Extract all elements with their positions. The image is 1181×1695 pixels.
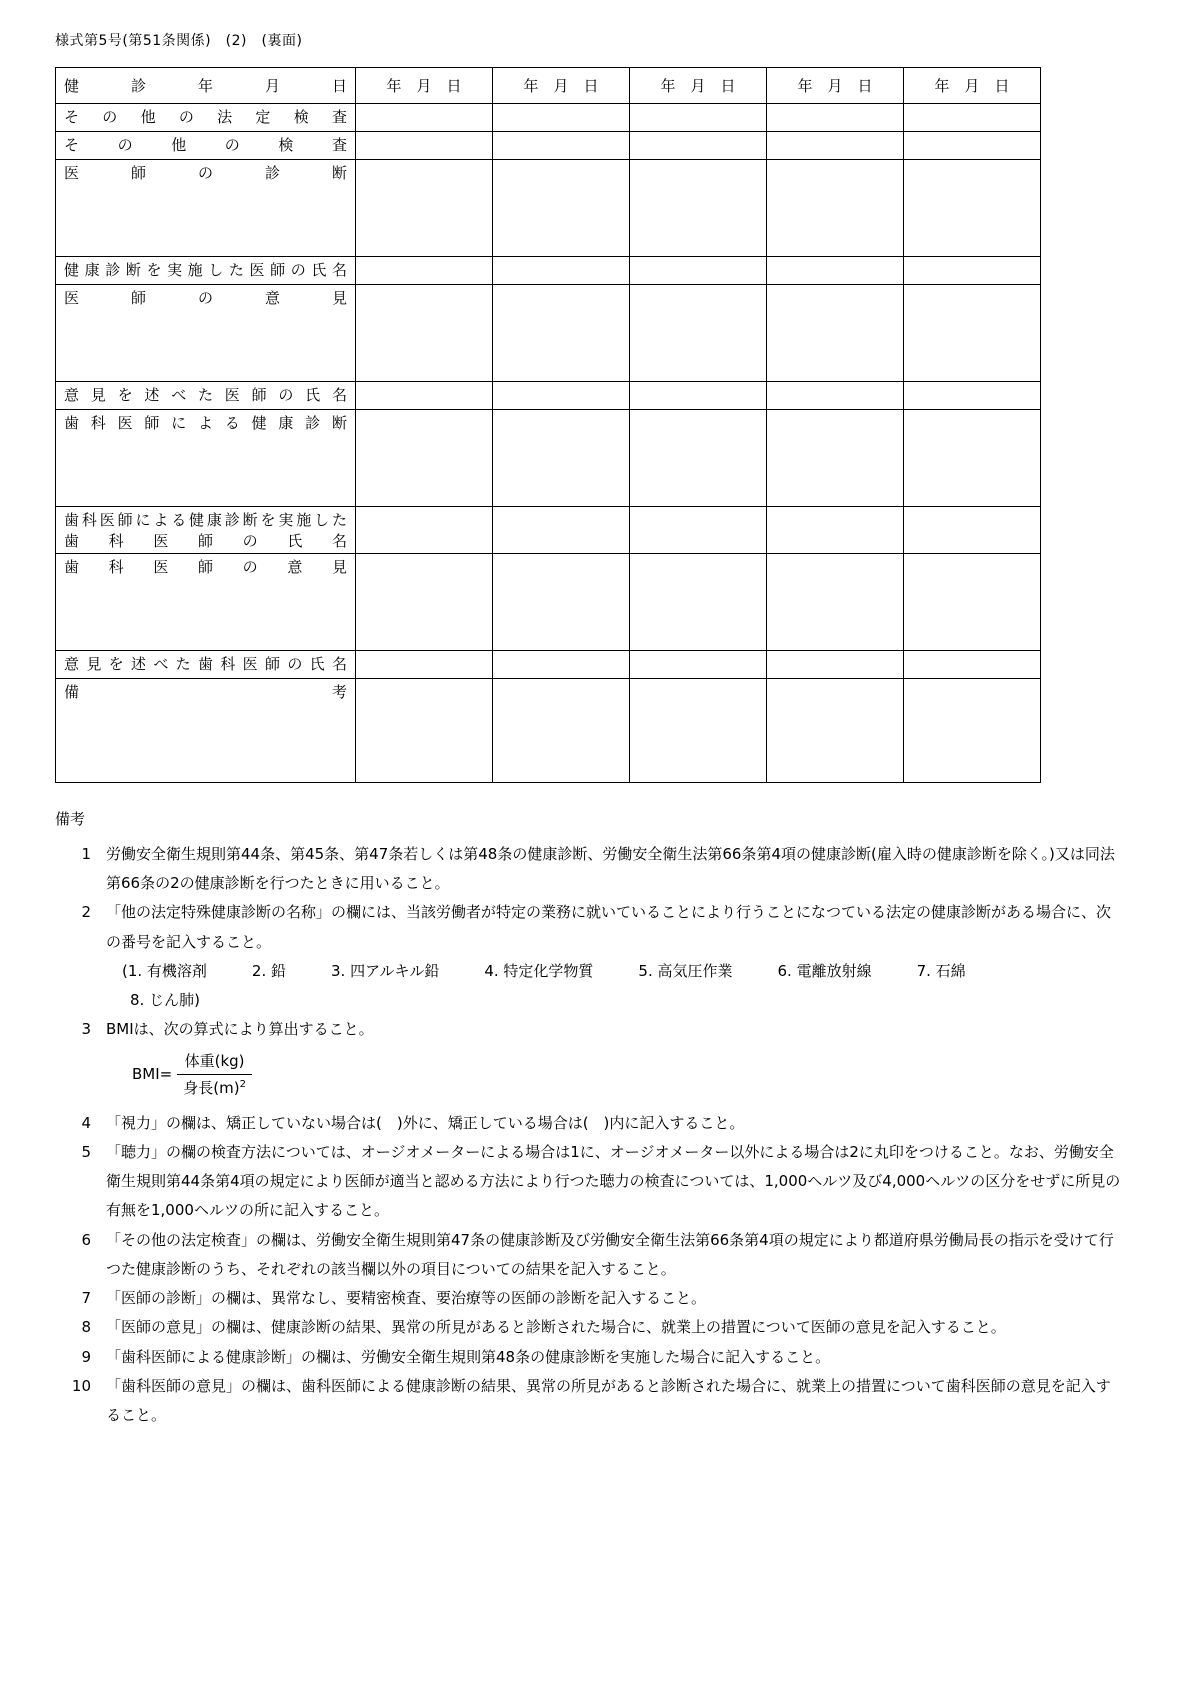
row-label: 備考 <box>64 683 347 702</box>
denominator-exponent: 2 <box>239 1079 246 1091</box>
date-header: 年 月 日 <box>523 77 599 95</box>
other-legal-tests-row <box>56 104 1041 132</box>
date-header-cell <box>767 68 904 104</box>
note-item <box>67 1015 1122 1108</box>
date-header: 年 月 日 <box>934 77 1010 95</box>
entry-cell <box>767 132 904 160</box>
physician-opinion-row <box>56 285 1041 382</box>
entry-cell <box>356 132 493 160</box>
formula-lhs: BMI= <box>132 1065 173 1084</box>
date-header-cell <box>630 68 767 104</box>
entry-cell <box>767 410 904 507</box>
note-item <box>67 898 1122 1015</box>
note-text: 「医師の意見」の欄は、健康診断の結果、異常の所見があると診断された場合に、就業上の措置について医師の意見を記入すること。 <box>106 1318 1006 1337</box>
row-label-cell <box>56 160 356 257</box>
entry-cell <box>630 679 767 783</box>
entry-cell <box>493 651 630 679</box>
entry-cell <box>493 132 630 160</box>
entry-cell <box>904 160 1041 257</box>
exam-date-label-cell <box>56 68 356 104</box>
entry-cell <box>630 554 767 651</box>
entry-cell <box>356 507 493 554</box>
row-label-cell <box>56 410 356 507</box>
note-item <box>67 1372 1122 1431</box>
notes-row <box>56 679 1041 783</box>
note-text: 「聴力」の欄の検査方法については、オージオメーターによる場合は1に、オージオメーター以外による場合は2に丸印をつけること。なお、労働安全衛生規則第44条第4項の規定により医師が適当と認める方法により行つた聴力の検査については、1,000ヘルツ及び4,000ヘルツの区分をせずに所見の有無を1,000ヘルツの所に記入すること。 <box>106 1142 1121 1220</box>
entry-cell <box>767 257 904 285</box>
note-item <box>67 1284 1122 1313</box>
note-text: 「歯科医師の意見」の欄は、歯科医師による健康診断の結果、異常の所見があると診断された場合に、就業上の措置について歯科医師の意見を記入すること。 <box>106 1376 1111 1425</box>
row-label-cell <box>56 257 356 285</box>
other-tests-row <box>56 132 1041 160</box>
row-label-cell <box>56 651 356 679</box>
row-label: 医師の診断 <box>64 164 347 182</box>
note-text: 「歯科医師による健康診断」の欄は、労働安全衛生規則第48条の健康診断を実施した場合に記入すること。 <box>106 1347 831 1366</box>
note-item <box>67 1313 1122 1342</box>
physician-diagnosis-row <box>56 160 1041 257</box>
note-item <box>67 1226 1122 1285</box>
row-label: 意見を述べた医師の氏名 <box>64 386 347 404</box>
entry-cell <box>356 410 493 507</box>
row-label-line2: 歯科医師の氏名 <box>64 531 347 550</box>
entry-cell <box>904 679 1041 783</box>
row-label-line1: 歯科医師による健康診断を実施した <box>64 511 347 529</box>
entry-cell <box>493 410 630 507</box>
notes-list <box>55 840 1126 1431</box>
fraction-denominator <box>177 1075 252 1099</box>
entry-cell <box>356 651 493 679</box>
entry-cell <box>630 285 767 382</box>
row-label: 健康診断を実施した医師の氏名 <box>64 261 347 279</box>
opinion-dentist-name-row <box>56 651 1041 679</box>
bmi-formula <box>132 1052 1122 1099</box>
row-label-cell <box>56 554 356 651</box>
row-label-cell <box>56 104 356 132</box>
note-number: 8 <box>81 1318 91 1337</box>
remarks-section <box>55 805 1126 1430</box>
row-label: 歯科医師による健康診断 <box>64 414 347 432</box>
entry-cell <box>767 554 904 651</box>
note-item <box>67 1138 1122 1226</box>
entry-cell <box>904 104 1041 132</box>
note-text: 「医師の診断」の欄は、異常なし、要精密検査、要治療等の医師の診断を記入すること。 <box>106 1289 707 1308</box>
date-header: 年 月 日 <box>386 77 462 95</box>
examining-physician-name-row <box>56 257 1041 285</box>
note-item <box>67 840 1122 899</box>
entry-cell <box>904 132 1041 160</box>
date-header-cell <box>356 68 493 104</box>
entry-cell <box>904 507 1041 554</box>
entry-cell <box>493 104 630 132</box>
entry-cell <box>904 554 1041 651</box>
entry-cell <box>767 104 904 132</box>
date-header-cell <box>904 68 1041 104</box>
entry-cell <box>630 104 767 132</box>
opinion-physician-name-row <box>56 382 1041 410</box>
entry-cell <box>767 285 904 382</box>
entry-cell <box>904 257 1041 285</box>
remarks-title: 備考 <box>55 810 86 829</box>
note-text: 「その他の法定検査」の欄は、労働安全衛生規則第47条の健康診断及び労働安全衛生法第66条第4項の規定により都道府県労働局長の指示を受けて行つた健康診断のうち、それぞれの該当欄以外の項目についての結果を記入すること。 <box>106 1230 1114 1278</box>
formula-fraction <box>177 1052 252 1099</box>
dentist-opinion-row <box>56 554 1041 651</box>
note-number: 3 <box>81 1020 91 1039</box>
dental-exam-row <box>56 410 1041 507</box>
dental-examiner-name-row <box>56 507 1041 554</box>
entry-cell <box>767 382 904 410</box>
note-number: 1 <box>81 844 91 863</box>
note-number: 2 <box>81 903 91 922</box>
note-options-line1: (1. 有機溶剤 2. 鉛 3. 四アルキル鉛 4. 特定化学物質 5. 高気圧作業 6. 電離放射線 7. 石綿 <box>122 961 966 980</box>
note-number: 7 <box>81 1289 91 1308</box>
entry-cell <box>356 679 493 783</box>
entry-cell <box>904 651 1041 679</box>
note-item <box>67 1109 1122 1138</box>
entry-cell <box>630 132 767 160</box>
entry-cell <box>356 554 493 651</box>
exam-date-row <box>56 68 1041 104</box>
note-text-main: BMIは、次の算式により算出すること。 <box>106 1020 374 1039</box>
note-number: 5 <box>81 1142 91 1161</box>
entry-cell <box>493 160 630 257</box>
note-text <box>106 1015 1122 1108</box>
entry-cell <box>356 104 493 132</box>
note-number: 6 <box>81 1230 91 1249</box>
note-text: 「視力」の欄は、矯正していない場合は( )外に、矯正している場合は( )内に記入すること。 <box>106 1113 745 1132</box>
row-label-cell <box>56 285 356 382</box>
note-number: 4 <box>81 1113 91 1132</box>
entry-cell <box>356 257 493 285</box>
date-header-cell <box>493 68 630 104</box>
row-label-cell <box>56 132 356 160</box>
entry-cell <box>630 160 767 257</box>
note-options-line2: 8. じん肺) <box>130 991 200 1010</box>
date-header: 年 月 日 <box>660 77 736 95</box>
form-number-label: 様式第5号(第51条関係) (2) (裏面) <box>55 33 303 49</box>
entry-cell <box>493 257 630 285</box>
entry-cell <box>630 651 767 679</box>
note-text <box>106 898 1122 1015</box>
entry-cell <box>493 285 630 382</box>
entry-cell <box>630 507 767 554</box>
denominator-base: 身長(m) <box>183 1079 240 1098</box>
entry-cell <box>904 285 1041 382</box>
entry-cell <box>493 382 630 410</box>
health-exam-table <box>55 67 1041 783</box>
row-label: その他の検査 <box>64 136 347 154</box>
note-item <box>67 1343 1122 1372</box>
row-label-cell <box>56 382 356 410</box>
entry-cell <box>904 410 1041 507</box>
entry-cell <box>356 285 493 382</box>
note-text-main: 「他の法定特殊健康診断の名称」の欄には、当該労働者が特定の業務に就いていることにより行うことになつている法定の健康診断がある場合に、次の番号を記入すること。 <box>106 903 1112 951</box>
note-text: 労働安全衛生規則第44条、第45条、第47条若しくは第48条の健康診断、労働安全衛生法第66条第4項の健康診断(雇入時の健康診断を除く。)又は同法第66条の2の健康診断を行つたときに用いること。 <box>106 844 1115 893</box>
row-label: 健診年月日 <box>64 77 347 95</box>
entry-cell <box>356 382 493 410</box>
entry-cell <box>767 651 904 679</box>
fraction-numerator: 体重(kg) <box>177 1052 252 1076</box>
entry-cell <box>630 257 767 285</box>
date-header: 年 月 日 <box>797 77 873 95</box>
entry-cell <box>630 382 767 410</box>
entry-cell <box>493 507 630 554</box>
row-label: 歯科医師の意見 <box>64 558 347 577</box>
entry-cell <box>356 160 493 257</box>
row-label: その他の法定検査 <box>64 108 347 126</box>
note-number: 9 <box>81 1347 91 1366</box>
row-label-cell <box>56 679 356 783</box>
note-number: 10 <box>71 1376 91 1395</box>
entry-cell <box>630 410 767 507</box>
row-label: 意見を述べた歯科医師の氏名 <box>64 655 347 674</box>
entry-cell <box>767 507 904 554</box>
entry-cell <box>493 679 630 783</box>
row-label-cell <box>56 507 356 554</box>
entry-cell <box>767 679 904 783</box>
row-label: 医師の意見 <box>64 289 347 307</box>
entry-cell <box>904 382 1041 410</box>
entry-cell <box>767 160 904 257</box>
entry-cell <box>493 554 630 651</box>
